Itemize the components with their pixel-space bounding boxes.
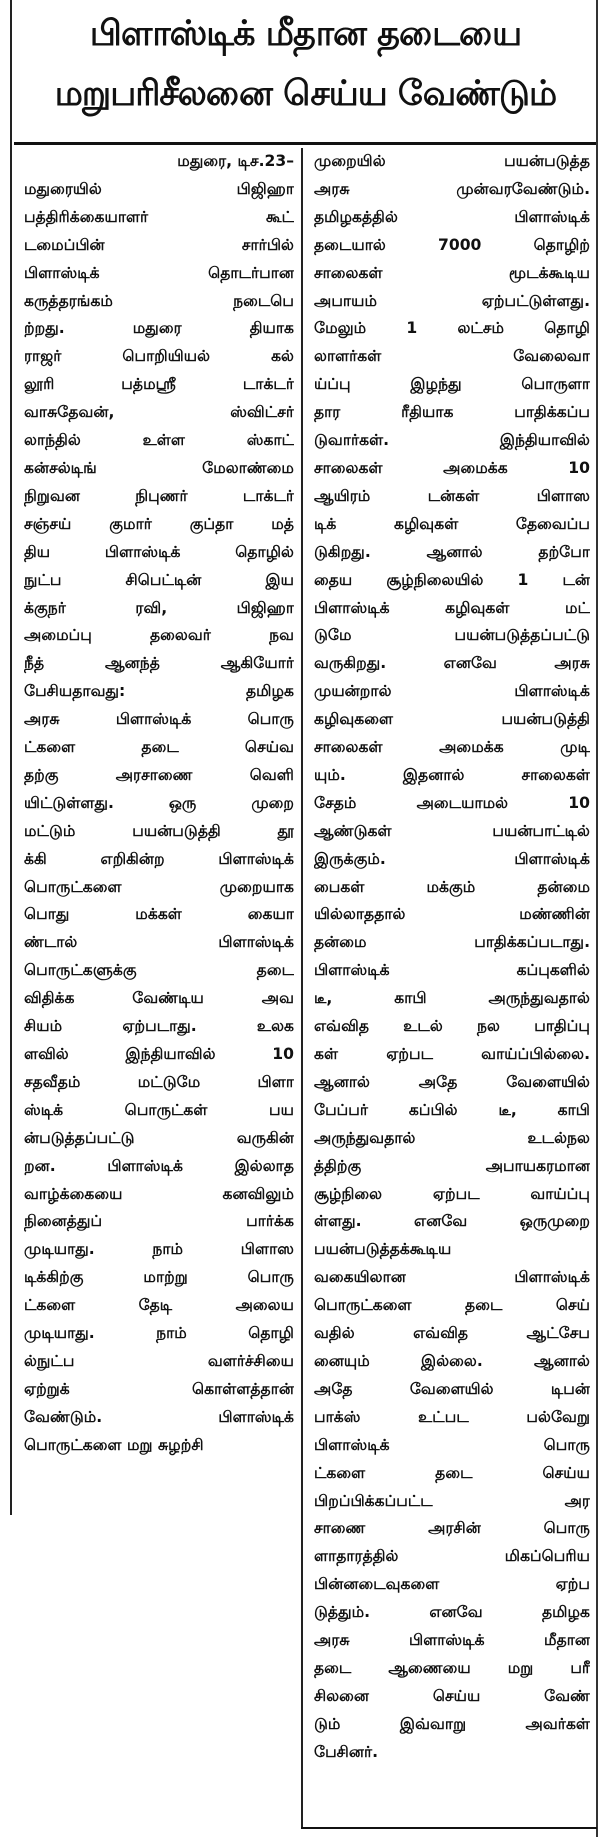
text-line: டமைப்பின் சார்பில் <box>24 235 294 254</box>
text-line: ட்களை தடை செய்வ <box>24 738 294 757</box>
text-line: ஆனால் அதே வேளையில் <box>314 1072 590 1091</box>
text-line: பத்திரிக்கையாளர் கூட் <box>24 207 294 226</box>
text-line: ள்ளது. எனவே ஒருமுறை <box>314 1212 590 1231</box>
text-line: நிறுவன நிபுணர் டாக்டர் <box>24 486 294 505</box>
text-line: பின்னடைவுகளை ஏற்ப <box>314 1575 590 1594</box>
text-line: சேதம் அடையாமல் 10 <box>314 793 590 812</box>
text-line: வருகிறது. எனவே அரசு <box>314 654 590 673</box>
text-line: பிளாஸ்டிக் தொடர்பான <box>24 263 294 282</box>
text-line: சாலைகள் மூடக்கூடிய <box>314 263 590 282</box>
text-line: ராஜர் பொறியியல் கல் <box>24 347 294 366</box>
text-line: றன. பிளாஸ்டிக் இல்லாத <box>24 1156 294 1175</box>
text-line: பிறப்பிக்கப்பட்ட அர <box>314 1491 590 1510</box>
text-line: முடியாது. நாம் தொழி <box>24 1324 294 1343</box>
text-line: அரசு பிளாஸ்டிக் மீதான <box>314 1631 590 1650</box>
text-line: சதவீதம் மட்டுமே பிளா <box>24 1072 294 1091</box>
text-line: சாணை அரசின் பொரு <box>314 1519 590 1538</box>
text-line: யில்லாததால் மண்ணின் <box>314 905 590 924</box>
headline-line-1: பிளாஸ்டிக் மீதான தடையை <box>89 14 522 54</box>
text-line: ஆயிரம் டன்கள் பிளாஸ <box>314 486 590 505</box>
text-line: ற்றது. மதுரை தியாக <box>24 319 294 338</box>
text-line: டும் இவ்வாறு அவர்கள் <box>314 1714 590 1733</box>
text-line: நீத் ஆனந்த் ஆகியோர் <box>24 654 294 673</box>
text-line: ளாதாரத்தில் மிகப்பெரிய <box>314 1547 590 1566</box>
text-line: முறையில் பயன்படுத்த <box>314 152 590 170</box>
text-line: ய்ப்பு இழந்து பொருளா <box>314 375 590 394</box>
text-line: அபாயம் ஏற்பட்டுள்ளது. <box>314 291 590 310</box>
article-column-1 <box>24 148 294 1460</box>
text-line: இருக்கும். பிளாஸ்டிக் <box>314 849 590 868</box>
text-line: க்குநர் ரவி, பிஜிஹா <box>24 598 294 617</box>
text-line: சஞ்சய் குமார் குப்தா மத் <box>24 514 294 533</box>
bottom-rule <box>301 1827 597 1829</box>
text-line: டிக் கழிவுகள் தேவைப்ப <box>314 514 590 533</box>
text-line: தார ரீதியாக பாதிக்கப்ப <box>314 403 590 422</box>
text-line: பேசியதாவது: தமிழக <box>24 682 294 701</box>
text-line: மதுரையில் பிஜிஹா <box>24 179 294 198</box>
text-line: பேசினர். <box>314 1742 379 1761</box>
text-line: அரசு பிளாஸ்டிக் பொரு <box>24 710 294 729</box>
headline <box>18 4 593 124</box>
text-line: யும். இதனால் சாலைகள் <box>314 765 590 784</box>
text-line: க்கி எறிகின்ற பிளாஸ்டிக் <box>24 849 294 868</box>
text-line: பொருட்களுக்கு தடை <box>24 961 294 980</box>
text-line: சூழ்நிலை ஏற்பட வாய்ப்பு <box>314 1184 590 1203</box>
text-line: அதே வேளையில் டிபன் <box>314 1379 590 1398</box>
text-line: கன்சல்டிங் மேலாண்மை <box>24 458 294 477</box>
text-line: விதிக்க வேண்டிய அவ <box>24 989 294 1008</box>
text-line: ண்டால் பிளாஸ்டிக் <box>24 933 294 952</box>
headline-rule <box>14 142 596 145</box>
text-line: ல்நுட்ப வளர்ச்சியை <box>24 1351 294 1370</box>
text-line: வாசுதேவன், ஸ்விட்சர் <box>24 403 294 422</box>
dateline: மதுரை, டிச.23– <box>177 152 294 170</box>
text-line: பொது மக்கள் கையா <box>24 905 294 924</box>
text-line: தடையால் 7000 தொழிற் <box>314 235 590 254</box>
text-line: ஸ்டிக் பொருட்கள் பய <box>24 1100 294 1119</box>
text-line: எவ்வித உடல் நல பாதிப்பு <box>314 1017 590 1036</box>
text-line: லூரி பத்மஸ்ரீ டாக்டர் <box>24 375 294 394</box>
text-line: னையும் இல்லை. ஆனால் <box>314 1351 590 1370</box>
text-line: பொருட்களை தடை செய் <box>314 1296 590 1315</box>
text-line: தற்கு அரசாணை வெளி <box>24 765 294 784</box>
text-line: கருத்தரங்கம் நடைபெ <box>24 291 294 310</box>
text-line: ஆண்டுகள் பயன்பாட்டில் <box>314 821 590 840</box>
text-line: வதில் எவ்வித ஆட்சேப <box>314 1324 590 1343</box>
text-line: தமிழகத்தில் பிளாஸ்டிக் <box>314 207 590 226</box>
text-line: பிளாஸ்டிக் கப்புகளில் <box>314 961 590 980</box>
text-line: நுட்ப சிபெட்டின் இய <box>24 570 294 589</box>
text-line: பாக்ஸ் உட்பட பல்வேறு <box>314 1407 590 1426</box>
text-line: சிலனை செய்ய வேண் <box>314 1686 590 1705</box>
text-line: பைகள் மக்கும் தன்மை <box>314 877 590 896</box>
text-line: டீ, காபி அருந்துவதால் <box>314 989 590 1008</box>
text-line: திய பிளாஸ்டிக் தொழில் <box>24 542 294 561</box>
text-line: சாலைகள் அமைக்க முடி <box>314 738 590 757</box>
text-line: வகையிலான பிளாஸ்டிக் <box>314 1268 590 1287</box>
column-divider <box>301 148 303 1828</box>
text-line: பிளாஸ்டிக் பொரு <box>314 1435 590 1454</box>
text-line: டுவார்கள். இந்தியாவில் <box>314 431 590 450</box>
text-line: நினைத்துப் பார்க்க <box>24 1212 294 1231</box>
text-line: டுத்தும். எனவே தமிழக <box>314 1603 590 1622</box>
text-line: டிக்கிற்கு மாற்று பொரு <box>24 1268 294 1287</box>
text-line: அரசு முன்வரவேண்டும். <box>314 179 590 198</box>
text-line: சியம் ஏற்படாது. உலக <box>24 1017 294 1036</box>
article-column-2 <box>314 148 590 1767</box>
left-border-line <box>10 0 12 1515</box>
text-line: முயன்றால் பிளாஸ்டிக் <box>314 682 590 701</box>
right-border-line <box>596 0 598 1837</box>
text-line: மேலும் 1 லட்சம் தொழி <box>314 319 590 338</box>
text-line: அமைப்பு தலைவர் நவ <box>24 626 294 645</box>
text-line: ட்களை தேடி அலைய <box>24 1296 294 1315</box>
text-line: சாலைகள் அமைக்க 10 <box>314 458 590 477</box>
text-line: யிட்டுள்ளது. ஒரு முறை <box>24 793 294 812</box>
headline-line-2: மறுபரிசீலனை செய்ய வேண்டும் <box>54 74 557 114</box>
text-line: வாழ்க்கையை கனவிலும் <box>24 1184 294 1203</box>
text-line: டுமே பயன்படுத்தப்பட்டு <box>314 626 590 645</box>
text-line: கள் ஏற்பட வாய்ப்பில்லை. <box>314 1045 590 1063</box>
text-line: ட்களை தடை செய்ய <box>314 1463 590 1482</box>
text-line: பயன்படுத்தக்கூடிய <box>314 1240 452 1259</box>
text-line: மட்டும் பயன்படுத்தி தூ <box>24 821 294 840</box>
text-line: கழிவுகளை பயன்படுத்தி <box>314 710 590 729</box>
text-line: தன்மை பாதிக்கப்படாது. <box>314 933 590 952</box>
text-line: தைய சூழ்நிலையில் 1 டன் <box>314 570 590 589</box>
text-line: வேண்டும். பிளாஸ்டிக் <box>24 1407 294 1426</box>
text-line: த்திற்கு அபாயகரமான <box>314 1156 590 1175</box>
text-line: தடை ஆணையை மறு பரீ <box>314 1658 590 1677</box>
text-line: அருந்துவதால் உடல்நல <box>314 1128 590 1147</box>
text-line: பொருட்களை மறு சுழற்சி <box>24 1435 204 1454</box>
text-line: பொருட்களை முறையாக <box>24 877 294 896</box>
text-line: ஏற்றுக் கொள்ளத்தான் <box>24 1379 294 1398</box>
text-line: பிளாஸ்டிக் கழிவுகள் மட் <box>314 598 590 617</box>
text-line: ன்படுத்தப்பட்டு வருகின் <box>24 1128 294 1147</box>
text-line: டுகிறது. ஆனால் தற்போ <box>314 542 590 561</box>
text-line: முடியாது. நாம் பிளாஸ <box>24 1240 294 1259</box>
text-line: பேப்பர் கப்பில் டீ, காபி <box>314 1100 590 1119</box>
text-line: ளவில் இந்தியாவில் 10 <box>24 1045 294 1063</box>
text-line: லாந்தில் உள்ள ஸ்காட் <box>24 431 294 450</box>
text-line: லாளர்கள் வேலைவா <box>314 347 590 366</box>
